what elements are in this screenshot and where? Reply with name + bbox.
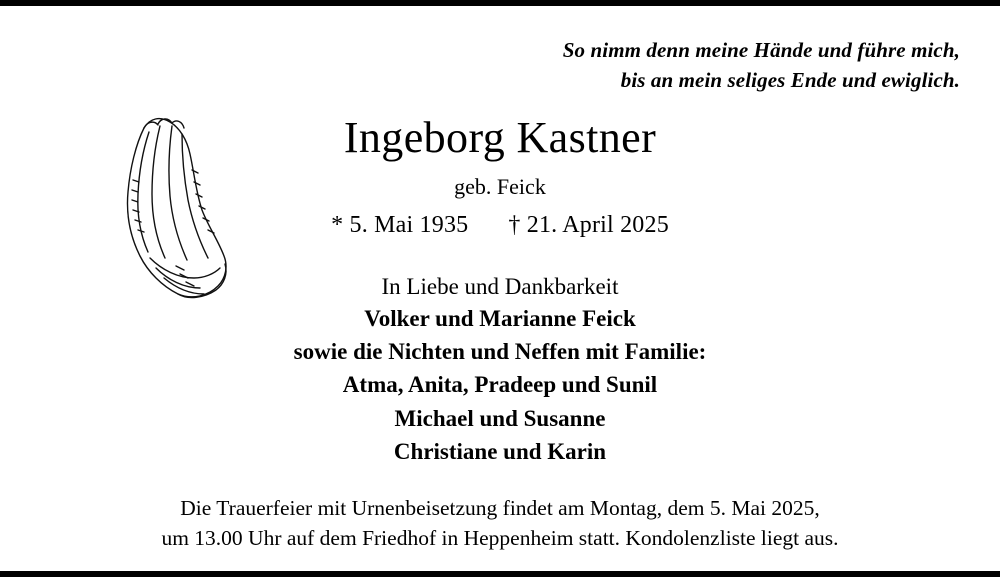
- deceased-name: Ingeborg Kastner: [343, 112, 657, 162]
- ceremony-line-1: Die Trauerfeier mit Urnenbeisetzung findet am Montag, dem 5. Mai 2025,: [180, 496, 820, 521]
- praying-hands-icon: [92, 110, 252, 300]
- family-line: Atma, Anita, Pradeep und Sunil: [342, 372, 658, 398]
- maiden-name: geb. Feick: [454, 174, 546, 200]
- ceremony-details: [22, 494, 978, 552]
- ceremony-line-2: um 13.00 Uhr auf dem Friedhof in Heppenheim statt. Kondolenzliste liegt aus.: [161, 525, 839, 550]
- family-line: Michael und Susanne: [394, 405, 606, 431]
- family-line: Christiane und Karin: [393, 439, 607, 465]
- verse-line-2: bis an mein seliges Ende und ewiglich.: [620, 67, 960, 92]
- birth-date: * 5. Mai 1935: [331, 212, 469, 239]
- family-line: Volker und Marianne Feick: [364, 305, 636, 331]
- family-block: [22, 273, 978, 468]
- notice-inner: [0, 6, 1000, 571]
- family-intro: In Liebe und Dankbarkeit: [381, 274, 619, 300]
- family-line: sowie die Nichten und Neffen mit Familie:: [293, 339, 707, 365]
- memorial-verse: [22, 36, 960, 96]
- death-date: † 21. April 2025: [508, 212, 669, 239]
- verse-line-1: So nimm denn meine Hände und führe mich,: [562, 38, 960, 62]
